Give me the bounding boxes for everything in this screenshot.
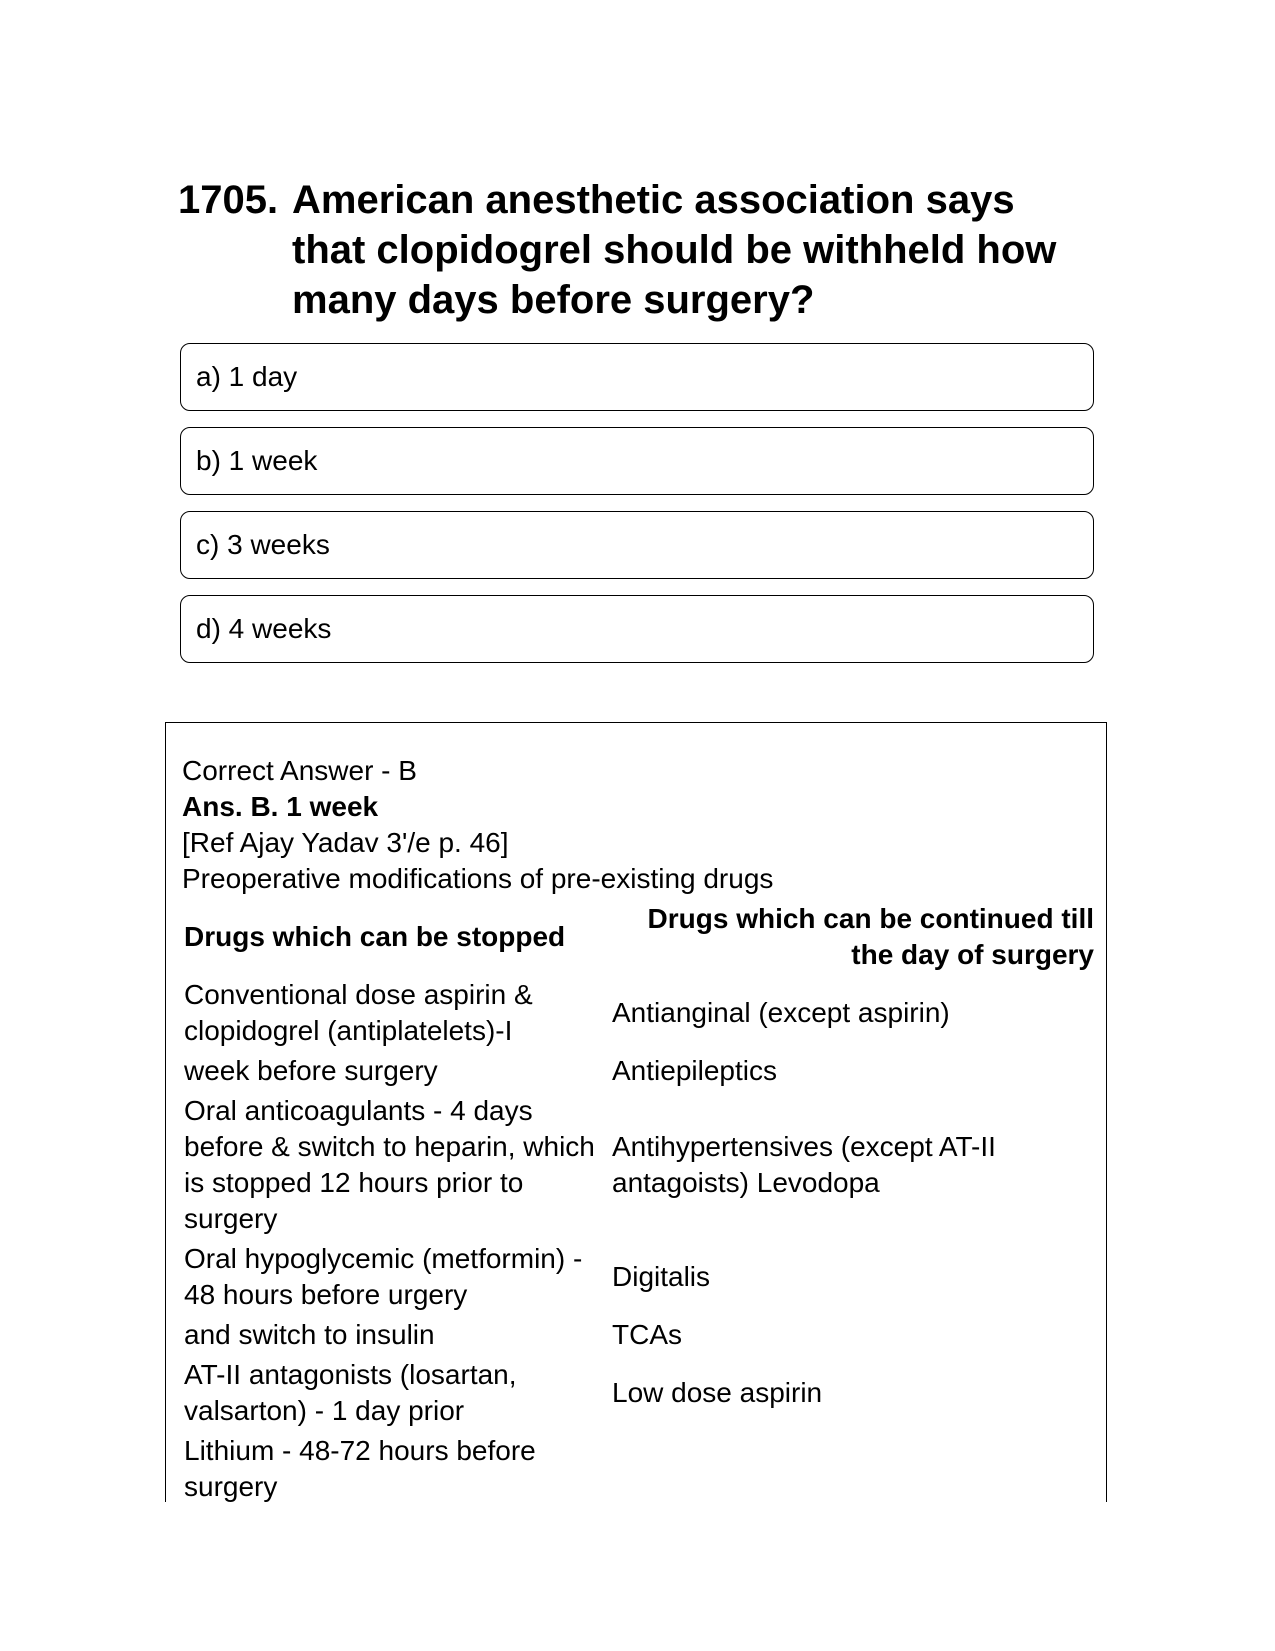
table-row (184, 1091, 1094, 1239)
question-heading (178, 175, 1098, 325)
option-d[interactable]: d) 4 weeks (180, 595, 1094, 663)
stopped-cell: AT-II antagonists (losartan, valsarton) - 1 day prior (184, 1359, 517, 1426)
table-row (184, 1355, 1094, 1431)
continued-cell: Antiepileptics (612, 1055, 777, 1086)
correct-answer: Correct Answer - B (182, 755, 417, 786)
continued-cell: Antihypertensives (except AT-II antagoists) Levodopa (612, 1131, 996, 1198)
table-header-row (184, 899, 1094, 975)
section-title: Preoperative modifications of pre-existing drugs (182, 863, 774, 894)
continued-cell: Antianginal (except aspirin) (612, 997, 950, 1028)
stopped-cell: Oral hypoglycemic (metformin) - 48 hours before urgery (184, 1243, 583, 1310)
continued-cell: TCAs (612, 1319, 682, 1350)
stopped-cell: Oral anticoagulants - 4 days before & switch to heparin, which is stopped 12 hours prior to surgery (184, 1095, 595, 1234)
table-row (184, 975, 1094, 1051)
stopped-cell: and switch to insulin (184, 1319, 435, 1350)
table-row (184, 1315, 1094, 1355)
question-text: American anesthetic association says that clopidogrel should be withheld how many days before surgery? (292, 178, 1057, 322)
stopped-cell: Lithium - 48-72 hours before surgery (184, 1435, 536, 1502)
reference: [Ref Ajay Yadav 3'/e p. 46] (182, 827, 509, 858)
table-row (184, 1239, 1094, 1315)
answer-heading: Ans. B. 1 week (182, 791, 379, 822)
stopped-cell: Conventional dose aspirin & clopidogrel (antiplatelets)-I (184, 979, 533, 1046)
answer-explanation-box (165, 722, 1107, 1502)
question-number: 1705. (178, 178, 279, 222)
table-row (184, 1431, 1094, 1507)
continued-cell (612, 1431, 1094, 1507)
continued-cell: Digitalis (612, 1261, 711, 1292)
answer-options (180, 343, 1094, 679)
table-row (184, 1051, 1094, 1091)
drug-table (184, 899, 1094, 1507)
option-c[interactable]: c) 3 weeks (180, 511, 1094, 579)
header-continued: Drugs which can be continued till the day of surgery (647, 903, 1094, 970)
header-stopped: Drugs which can be stopped (184, 921, 566, 952)
answer-lines (182, 753, 773, 897)
continued-cell: Low dose aspirin (612, 1377, 823, 1408)
option-a[interactable]: a) 1 day (180, 343, 1094, 411)
stopped-cell: week before surgery (184, 1055, 438, 1086)
option-b[interactable]: b) 1 week (180, 427, 1094, 495)
